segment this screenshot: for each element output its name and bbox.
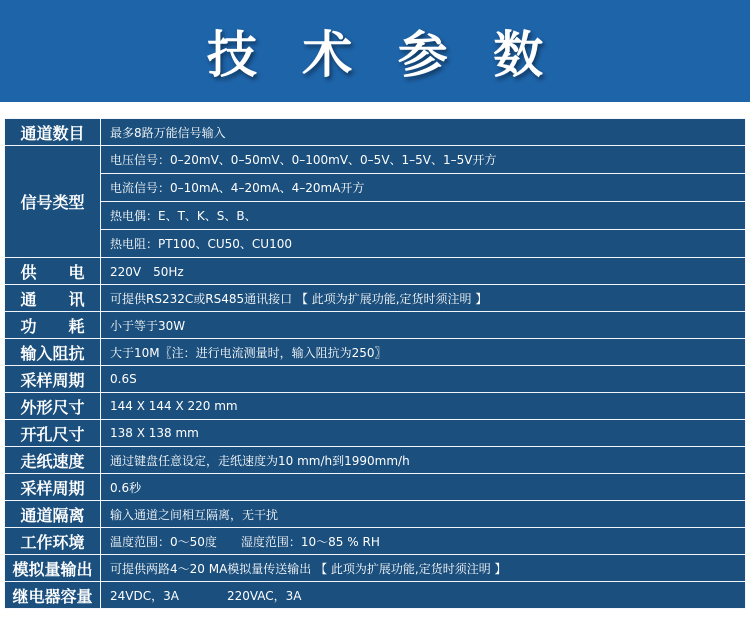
spec-value: 大于10M〖注：进行电流测量时，输入阻抗为250〗	[101, 339, 746, 366]
table-row	[5, 474, 746, 501]
table-row	[5, 393, 746, 420]
table-row	[5, 312, 746, 339]
spec-label: 通道数目	[5, 119, 101, 146]
spec-label: 通 讯	[5, 285, 101, 312]
spec-value: 0.6秒	[101, 474, 746, 501]
spec-value: 热电阻：PT100、CU50、CU100	[101, 230, 746, 258]
spec-label: 工作环境	[5, 528, 101, 555]
spec-label: 采样周期	[5, 474, 101, 501]
table-row	[5, 582, 746, 609]
spec-label: 输入阻抗	[5, 339, 101, 366]
spec-label: 通道隔离	[5, 501, 101, 528]
spec-value: 220V 50Hz	[101, 258, 746, 285]
spec-label: 功 耗	[5, 312, 101, 339]
table-row	[5, 366, 746, 393]
table-row	[5, 285, 746, 312]
spec-label: 外形尺寸	[5, 393, 101, 420]
spec-label: 开孔尺寸	[5, 420, 101, 447]
spec-value: 温度范围：0～50度 湿度范围：10～85 % RH	[101, 528, 746, 555]
spec-label: 走纸速度	[5, 447, 101, 474]
table-row	[5, 202, 746, 230]
spec-label: 继电器容量	[5, 582, 101, 609]
spec-label: 模拟量输出	[5, 555, 101, 582]
spec-value: 138 X 138 mm	[101, 420, 746, 447]
table-row	[5, 501, 746, 528]
table-row	[5, 555, 746, 582]
table-row	[5, 119, 746, 146]
spec-value: 0.6S	[101, 366, 746, 393]
spec-value: 电流信号：0–10mA、4–20mA、4–20mA开方	[101, 174, 746, 202]
spec-table	[4, 118, 746, 609]
spec-value: 通过键盘任意设定，走纸速度为10 mm/h到1990mm/h	[101, 447, 746, 474]
spec-value: 24VDC，3A 220VAC，3A	[101, 582, 746, 609]
page-title: 技 术 参 数	[206, 26, 558, 84]
spec-value: 可提供RS232C或RS485通讯接口 【 此项为扩展功能,定货时须注明 】	[101, 285, 746, 312]
spec-label: 采样周期	[5, 366, 101, 393]
table-row	[5, 230, 746, 258]
header-banner	[0, 0, 750, 102]
spec-value: 小于等于30W	[101, 312, 746, 339]
table-row	[5, 174, 746, 202]
spec-value: 可提供两路4～20 MA模拟量传送输出 【 此项为扩展功能,定货时须注明 】	[101, 555, 746, 582]
spec-label: 信号类型	[5, 146, 101, 258]
spec-value: 输入通道之间相互隔离，无干扰	[101, 501, 746, 528]
table-row	[5, 146, 746, 174]
spec-value: 144 X 144 X 220 mm	[101, 393, 746, 420]
table-row	[5, 258, 746, 285]
spec-label: 供 电	[5, 258, 101, 285]
table-row	[5, 420, 746, 447]
table-row	[5, 339, 746, 366]
table-row	[5, 528, 746, 555]
table-row	[5, 447, 746, 474]
spec-value: 热电偶：E、T、K、S、B、	[101, 202, 746, 230]
spec-value: 最多8路万能信号输入	[101, 119, 746, 146]
spec-value: 电压信号：0–20mV、0–50mV、0–100mV、0–5V、1–5V、1–5V开方	[101, 146, 746, 174]
